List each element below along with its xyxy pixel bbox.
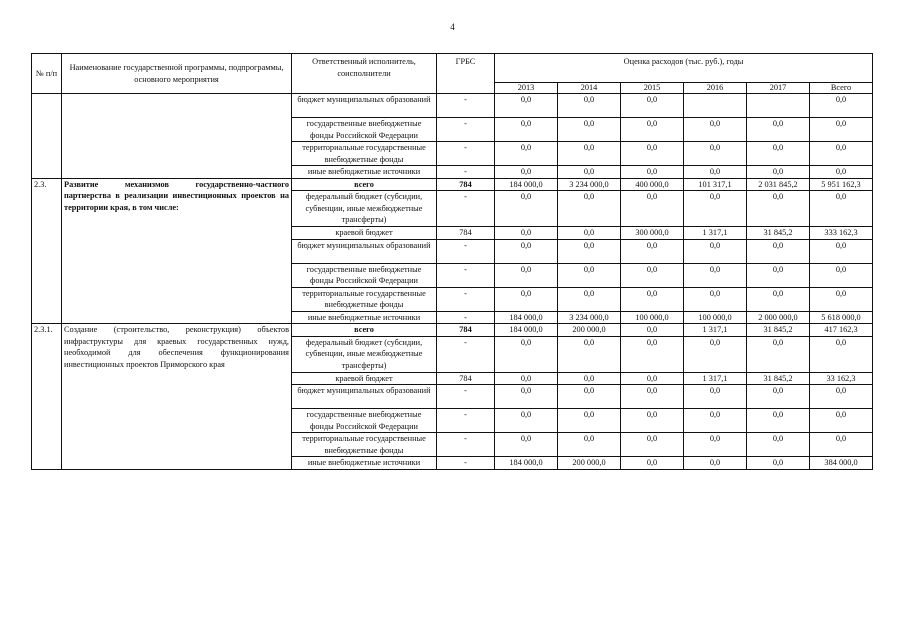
value-year: 0,0 <box>558 191 621 227</box>
value-year: 0,0 <box>558 287 621 311</box>
value-year: 0,0 <box>558 372 621 385</box>
funding-source: краевой бюджет <box>292 227 437 240</box>
value-total: 5 618 000,0 <box>810 311 873 324</box>
header-executor: Ответственный исполнитель, соисполнители <box>292 54 437 94</box>
header-estimate: Оценка расходов (тыс. руб.), годы <box>495 54 873 83</box>
funding-source: иные внебюджетные источники <box>292 457 437 470</box>
value-total: 417 162,3 <box>810 324 873 337</box>
funding-source: иные внебюджетные источники <box>292 166 437 179</box>
value-year: 300 000,0 <box>621 227 684 240</box>
value-total: 0,0 <box>810 336 873 372</box>
value-year: 184 000,0 <box>495 324 558 337</box>
grbs-code: - <box>437 336 495 372</box>
value-total: 0,0 <box>810 94 873 118</box>
value-year: 0,0 <box>747 239 810 263</box>
value-year: 184 000,0 <box>495 457 558 470</box>
value-year: 184 000,0 <box>495 178 558 191</box>
budget-table <box>31 53 873 470</box>
value-year: 0,0 <box>495 227 558 240</box>
value-year: 0,0 <box>495 166 558 179</box>
value-year: 184 000,0 <box>495 311 558 324</box>
value-year: 0,0 <box>747 142 810 166</box>
value-year: 0,0 <box>621 385 684 409</box>
value-total: 0,0 <box>810 191 873 227</box>
grbs-code: - <box>437 118 495 142</box>
value-total: 0,0 <box>810 287 873 311</box>
funding-source: федеральный бюджет (субсидии, субвенции, иные межбюджетные трансферты) <box>292 191 437 227</box>
value-year: 0,0 <box>495 263 558 287</box>
value-year: 0,0 <box>558 409 621 433</box>
value-year: 0,0 <box>747 457 810 470</box>
value-total: 0,0 <box>810 142 873 166</box>
value-total: 333 162,3 <box>810 227 873 240</box>
value-year: 0,0 <box>495 385 558 409</box>
value-year: 0,0 <box>684 118 747 142</box>
value-year: 0,0 <box>747 166 810 179</box>
grbs-code: - <box>437 457 495 470</box>
header-grbs: ГРБС <box>437 54 495 94</box>
header-num: № п/п <box>32 54 62 94</box>
program-name: Развитие механизмов государственно-частного партнерства в реализации инвестиционных проектов на территории края, в том числе: <box>62 178 292 324</box>
funding-source: бюджет муниципальных образований <box>292 94 437 118</box>
value-year: 0,0 <box>684 457 747 470</box>
funding-source: территориальные государственные внебюджетные фонды <box>292 433 437 457</box>
value-year: 0,0 <box>684 385 747 409</box>
value-year: 0,0 <box>621 324 684 337</box>
value-year: 0,0 <box>684 433 747 457</box>
value-year: 0,0 <box>684 142 747 166</box>
table-header <box>32 54 873 94</box>
value-total: 0,0 <box>810 433 873 457</box>
funding-source: всего <box>292 178 437 191</box>
header-name: Наименование государственной программы, подпрограммы, основного мероприятия <box>62 54 292 94</box>
header-year: 2017 <box>747 83 810 94</box>
funding-source: территориальные государственные внебюджетные фонды <box>292 142 437 166</box>
value-year: 0,0 <box>684 166 747 179</box>
header-year: 2015 <box>621 83 684 94</box>
grbs-code: - <box>437 166 495 179</box>
value-year: 0,0 <box>495 372 558 385</box>
value-year: 0,0 <box>747 287 810 311</box>
page-number: 4 <box>450 22 455 32</box>
value-year: 0,0 <box>621 433 684 457</box>
funding-source: бюджет муниципальных образований <box>292 385 437 409</box>
value-year: 0,0 <box>558 263 621 287</box>
value-year: 100 000,0 <box>621 311 684 324</box>
value-year: 0,0 <box>684 409 747 433</box>
value-year: 200 000,0 <box>558 324 621 337</box>
value-total: 5 951 162,3 <box>810 178 873 191</box>
funding-source: краевой бюджет <box>292 372 437 385</box>
grbs-code: - <box>437 94 495 118</box>
value-year: 0,0 <box>558 94 621 118</box>
header-year: 2016 <box>684 83 747 94</box>
value-year: 0,0 <box>495 142 558 166</box>
value-year: 0,0 <box>747 118 810 142</box>
grbs-code: - <box>437 311 495 324</box>
value-year <box>747 94 810 118</box>
value-year: 0,0 <box>558 336 621 372</box>
value-total: 0,0 <box>810 385 873 409</box>
value-total: 0,0 <box>810 409 873 433</box>
value-year: 0,0 <box>495 94 558 118</box>
header-year: 2013 <box>495 83 558 94</box>
value-year <box>684 94 747 118</box>
value-total: 0,0 <box>810 239 873 263</box>
section-total-row <box>32 178 873 191</box>
grbs-code: - <box>437 191 495 227</box>
grbs-code: 784 <box>437 178 495 191</box>
value-year: 0,0 <box>558 227 621 240</box>
grbs-code: - <box>437 433 495 457</box>
grbs-code: - <box>437 409 495 433</box>
value-year: 400 000,0 <box>621 178 684 191</box>
value-year: 101 317,1 <box>684 178 747 191</box>
value-year: 0,0 <box>747 263 810 287</box>
value-year: 0,0 <box>684 191 747 227</box>
value-year: 0,0 <box>747 385 810 409</box>
value-year: 2 031 845,2 <box>747 178 810 191</box>
value-year: 0,0 <box>495 336 558 372</box>
value-year: 1 317,1 <box>684 372 747 385</box>
value-year: 31 845,2 <box>747 227 810 240</box>
funding-source: иные внебюджетные источники <box>292 311 437 324</box>
grbs-code: - <box>437 239 495 263</box>
value-year: 0,0 <box>621 372 684 385</box>
value-total: 384 000,0 <box>810 457 873 470</box>
grbs-code: - <box>437 385 495 409</box>
section-total-row <box>32 324 873 337</box>
value-year: 0,0 <box>621 239 684 263</box>
value-year: 0,0 <box>558 433 621 457</box>
value-year: 0,0 <box>684 287 747 311</box>
funding-source: государственные внебюджетные фонды Российской Федерации <box>292 118 437 142</box>
value-year: 0,0 <box>621 409 684 433</box>
value-year: 3 234 000,0 <box>558 311 621 324</box>
value-year: 0,0 <box>747 191 810 227</box>
table-row <box>32 94 873 118</box>
funding-source: федеральный бюджет (субсидии, субвенции, иные межбюджетные трансферты) <box>292 336 437 372</box>
value-year: 0,0 <box>684 263 747 287</box>
funding-source: всего <box>292 324 437 337</box>
value-year: 2 000 000,0 <box>747 311 810 324</box>
value-year: 1 317,1 <box>684 227 747 240</box>
value-year: 0,0 <box>621 336 684 372</box>
grbs-code: 784 <box>437 372 495 385</box>
value-year: 0,0 <box>684 239 747 263</box>
value-year: 0,0 <box>621 263 684 287</box>
value-year: 0,0 <box>495 433 558 457</box>
value-year: 0,0 <box>621 287 684 311</box>
value-year: 0,0 <box>495 287 558 311</box>
program-name <box>62 94 292 179</box>
funding-source: бюджет муниципальных образований <box>292 239 437 263</box>
value-total: 0,0 <box>810 118 873 142</box>
value-year: 0,0 <box>558 239 621 263</box>
value-year: 31 845,2 <box>747 324 810 337</box>
value-year: 0,0 <box>558 118 621 142</box>
value-year: 0,0 <box>747 433 810 457</box>
value-year: 0,0 <box>621 191 684 227</box>
funding-source: государственные внебюджетные фонды Российской Федерации <box>292 263 437 287</box>
header-total: Всего <box>810 83 873 94</box>
value-year: 0,0 <box>747 409 810 433</box>
header-year: 2014 <box>558 83 621 94</box>
value-total: 0,0 <box>810 166 873 179</box>
value-year: 0,0 <box>495 118 558 142</box>
value-total: 0,0 <box>810 263 873 287</box>
value-year: 31 845,2 <box>747 372 810 385</box>
value-year: 0,0 <box>558 142 621 166</box>
value-year: 0,0 <box>621 457 684 470</box>
value-year: 0,0 <box>495 191 558 227</box>
value-year: 0,0 <box>621 142 684 166</box>
value-year: 0,0 <box>495 239 558 263</box>
row-number <box>32 94 62 179</box>
grbs-code: 784 <box>437 227 495 240</box>
value-year: 0,0 <box>558 166 621 179</box>
program-name: Создание (строительство, реконструкция) объектов инфраструктуры для краевых государственных нужд, необходимой для обеспечения функционирования инвестиционных проектов Приморского края <box>62 324 292 470</box>
row-number: 2.3. <box>32 178 62 324</box>
value-year: 0,0 <box>558 385 621 409</box>
grbs-code: - <box>437 287 495 311</box>
grbs-code: - <box>437 263 495 287</box>
value-year: 0,0 <box>621 94 684 118</box>
value-total: 33 162,3 <box>810 372 873 385</box>
value-year: 100 000,0 <box>684 311 747 324</box>
table-body <box>32 94 873 470</box>
value-year: 200 000,0 <box>558 457 621 470</box>
value-year: 0,0 <box>621 166 684 179</box>
value-year: 0,0 <box>495 409 558 433</box>
funding-source: государственные внебюджетные фонды Российской Федерации <box>292 409 437 433</box>
value-year: 0,0 <box>684 336 747 372</box>
value-year: 3 234 000,0 <box>558 178 621 191</box>
value-year: 0,0 <box>747 336 810 372</box>
grbs-code: 784 <box>437 324 495 337</box>
row-number: 2.3.1. <box>32 324 62 470</box>
grbs-code: - <box>437 142 495 166</box>
funding-source: территориальные государственные внебюджетные фонды <box>292 287 437 311</box>
value-year: 0,0 <box>621 118 684 142</box>
value-year: 1 317,1 <box>684 324 747 337</box>
